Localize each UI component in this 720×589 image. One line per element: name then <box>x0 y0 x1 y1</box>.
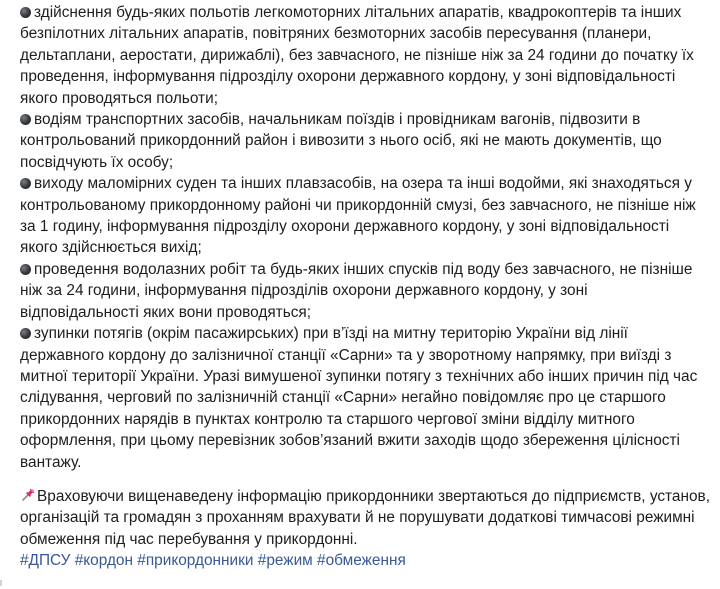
black-circle-icon <box>20 7 31 18</box>
list-item-text: виходу маломірних суден та інших плавзасобів, на озера та інші водойми, які знаходяться у контрольованому прикордонному районі чи прикордонній смузі, без завчасного, не пізніше ніж за 1 годину, інформування підрозділу охорони державного кордону, у зоні відповідальності якого здійснюється вихід; <box>20 175 696 257</box>
list-item <box>20 259 710 323</box>
notice-text: Враховуючи вищенаведену інформацію прикордонники звертаються до підприємств, установ, організацій та громадян з проханням врахувати й не порушувати додаткові тимчасові режимні обмеження під час перебування у прикордонні. <box>20 487 710 548</box>
black-circle-icon <box>20 178 31 189</box>
hashtag-link[interactable]: #кордон <box>74 552 133 570</box>
notice-paragraph <box>20 486 710 550</box>
list-item-text: зупинки потягів (окрім пасажирських) при в’їзді на митну територію України від лінії державного кордону до залізничної станції «Сарни» та у зворотному напрямку, при виїзді з митної території України. Уразі вимушеної зупинки потягу з технічних або інших причин під час слідування, черговий по залізничній станції «Сарни» негайно повідомляє про це старшого прикордонних нарядів в пунктах контролю та старшого чергової зміни відділу митного оформлення, при цьому перевізник зобов’язаний вжити заходів щодо збереження цілісності вантажу. <box>20 325 698 471</box>
pushpin-icon <box>20 487 36 503</box>
list-item <box>20 109 710 173</box>
list-item-text: водіям транспортних засобів, начальникам поїздів і провідникам вагонів, підвозити в контрольований прикордонний район і вивозити з нього осіб, які не мають документів, що посвідчують їх особу; <box>20 111 662 171</box>
list-item <box>20 2 710 109</box>
divider-tick <box>0 580 2 586</box>
list-item <box>20 323 710 473</box>
hashtag-link[interactable]: #обмеження <box>317 552 406 570</box>
hashtag-link[interactable]: #прикордонники <box>137 552 254 570</box>
list-item <box>20 173 710 259</box>
hashtag-list <box>20 550 710 571</box>
hashtag-link[interactable]: #ДПСУ <box>20 552 71 570</box>
black-circle-icon <box>20 328 31 339</box>
hashtag-link[interactable]: #режим <box>257 552 313 570</box>
black-circle-icon <box>20 264 31 275</box>
list-item-text: здійснення будь-яких польотів легкомоторних літальних апаратів, квадрокоптерів та інших безпілотних літальних апаратів, повітряних безмоторних засобів пересування (планери, дельтаплани, аеростати, дирижаблі), без завчасного, не пізніше ніж за 24 години до початку їх проведення, інформування підрозділу охорони державного кордону, у зоні відповідальності якого проводяться польоти; <box>20 4 694 107</box>
list-item-text: проведення водолазних робіт та будь-яких інших спусків під воду без завчасного, не пізніше ніж за 24 години, інформування підрозділів охорони державного кордону, у зоні відповідальності яких вони проводяться; <box>20 260 693 321</box>
black-circle-icon <box>20 114 31 125</box>
paragraph-gap <box>20 473 710 486</box>
post-body <box>20 2 710 572</box>
